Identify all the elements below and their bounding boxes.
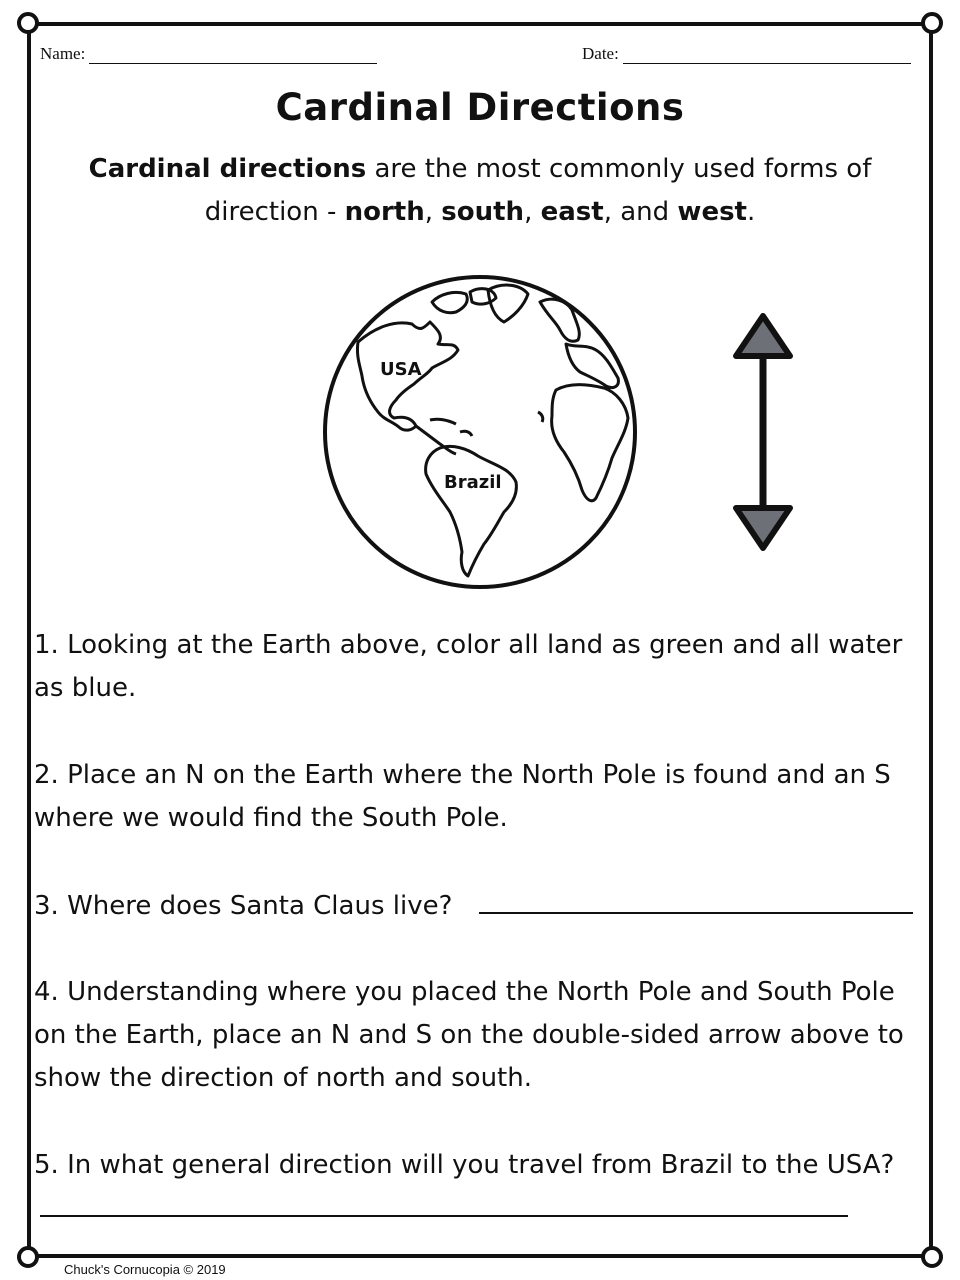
word-east: east: [540, 197, 604, 227]
page-title: Cardinal Directions: [275, 86, 685, 129]
double-sided-arrow[interactable]: [728, 308, 798, 558]
corner-ornament-bottom-right: [921, 1246, 943, 1268]
question-text: 5. In what general direction will you travel from Brazil to the USA?: [34, 1150, 895, 1180]
corner-ornament-bottom-left: [17, 1246, 39, 1268]
label-brazil: Brazil: [444, 472, 502, 493]
intro-text: are the most commonly used forms of direction -: [204, 154, 872, 227]
copyright-footer: Chuck's Cornucopia © 2019: [64, 1262, 226, 1277]
answer-line[interactable]: [40, 1187, 848, 1217]
question-text: 4. Understanding where you placed the North Pole and South Pole on the Earth, place an N and S on the double-sided arrow above to show the direction of north and south.: [34, 977, 904, 1093]
word-west: west: [677, 197, 747, 227]
arrow-head-up[interactable]: [736, 316, 790, 356]
question-3: [34, 884, 924, 928]
question-4: [34, 971, 924, 1100]
intro-sep: ,: [424, 197, 442, 227]
globe-outline: [325, 277, 635, 587]
word-north: north: [344, 197, 425, 227]
question-text: 2. Place an N on the Earth where the North Pole is found and an S where we would find the South Pole.: [34, 760, 891, 833]
date-field[interactable]: [582, 44, 911, 64]
question-text: 1. Looking at the Earth above, color all land as green and all water as blue.: [34, 630, 903, 703]
intro-sep: ,: [524, 197, 541, 227]
intro-term: Cardinal directions: [88, 154, 367, 184]
name-field[interactable]: [40, 44, 377, 64]
answer-line[interactable]: [479, 884, 913, 914]
question-5: [34, 1144, 924, 1231]
name-blank[interactable]: [89, 49, 377, 64]
question-2: [34, 754, 924, 840]
corner-ornament-top-right: [921, 12, 943, 34]
intro-paragraph: [60, 148, 900, 234]
intro-sep: , and: [603, 197, 678, 227]
name-label: Name:: [40, 44, 86, 63]
label-usa: USA: [380, 359, 422, 380]
date-label: Date:: [582, 44, 619, 63]
arrow-head-down[interactable]: [736, 508, 790, 548]
word-south: south: [441, 197, 525, 227]
intro-end: .: [746, 197, 756, 227]
earth-globe[interactable]: [320, 272, 640, 592]
date-blank[interactable]: [623, 49, 911, 64]
question-text: 3. Where does Santa Claus live?: [34, 891, 453, 921]
corner-ornament-top-left: [17, 12, 39, 34]
question-1: [34, 624, 924, 710]
